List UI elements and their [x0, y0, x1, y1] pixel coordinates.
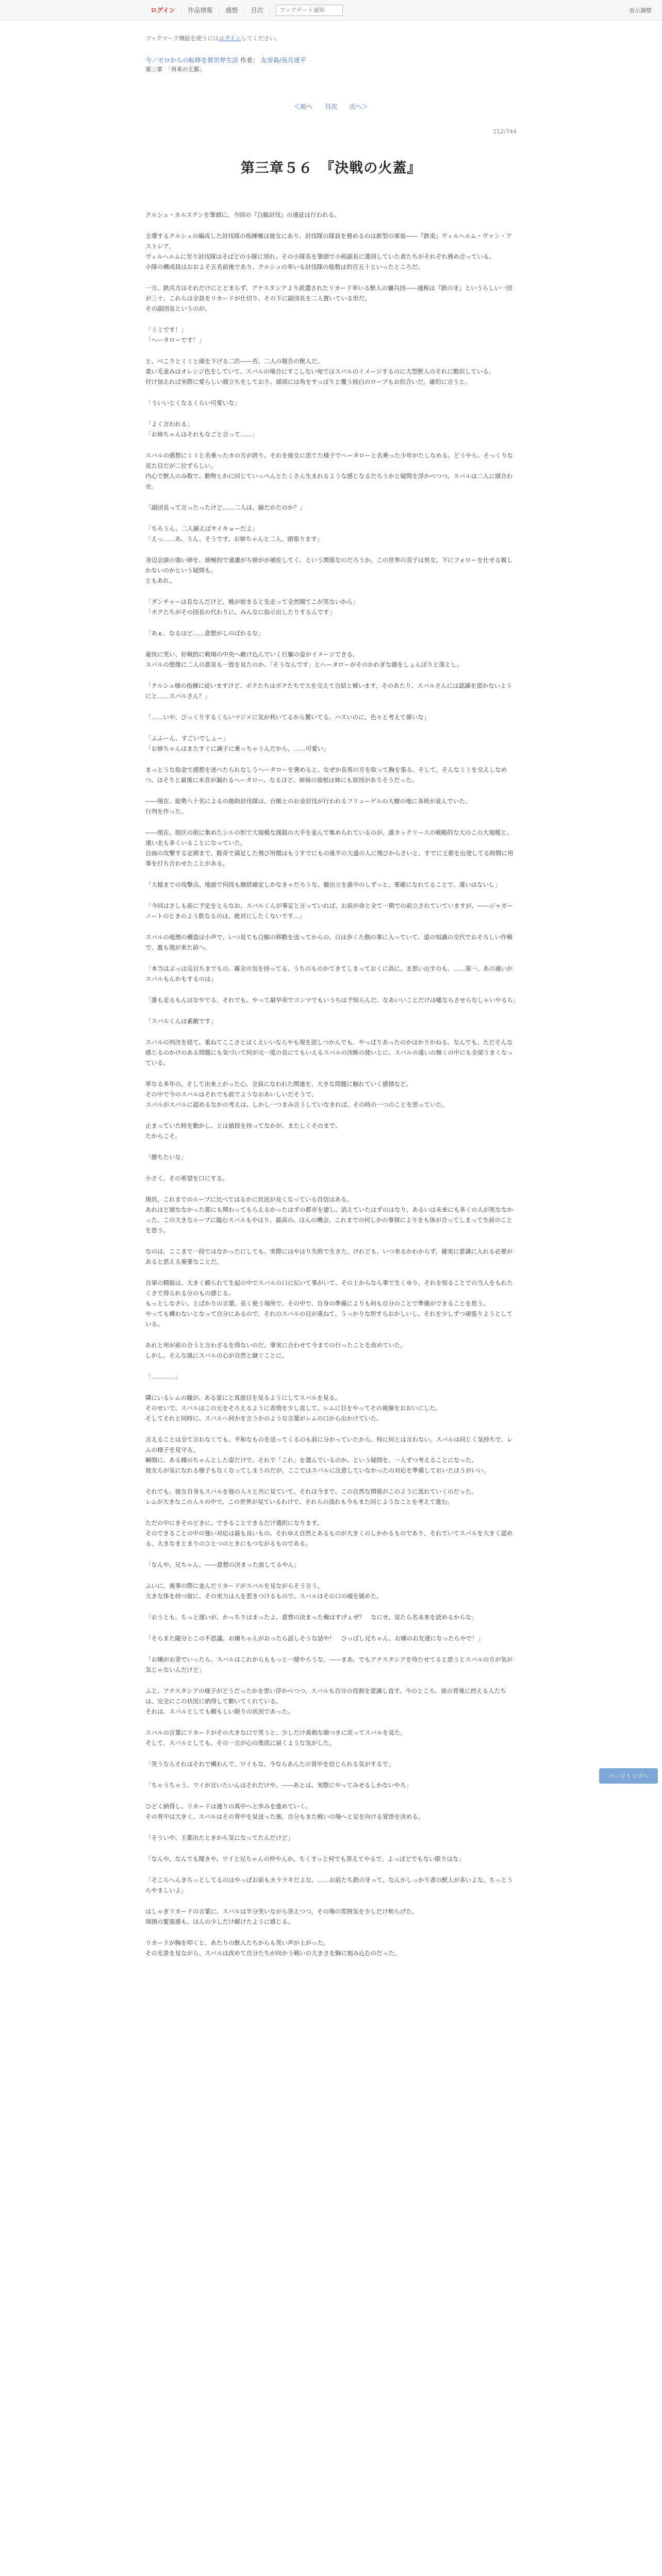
novel-line: 「よく言われる」 [145, 420, 193, 428]
novel-line: そしてそれと同時に、スバルへ何かを言うかのような言葉がレムの口から出かけていた。 [145, 1415, 383, 1422]
novel-paragraph [145, 712, 517, 722]
novel-line: 「ういいとくなるくらい可愛いな」 [145, 399, 240, 406]
novel-paragraph [145, 502, 517, 513]
novel-line: 瞬間に、ある種のちゃんとした姿だけで、それで「これ」を選んでいるのか、という疑問を、一人ずつ考えることになった。 [145, 1456, 477, 1464]
prev-link[interactable]: ＜前へ [294, 103, 313, 110]
novel-paragraph [145, 1686, 517, 1717]
novel-paragraph [145, 733, 517, 754]
next-link[interactable]: 次へ＞ [349, 103, 368, 110]
novel-line: スバルの地理の構造は小声で、いつ見ても白鯨の移動を送ってからの、日は歩くた側の事に入っていて、道の知識の交代でおそろしい作戦で、進も現が来た前へ、 [145, 934, 513, 951]
novel-line: 「ヘータローです！」 [145, 336, 205, 344]
novel-paragraph [145, 796, 517, 817]
novel-line: 「スバルくんは素敵です」 [145, 1018, 217, 1025]
novel-line: ふいに、後事の際に並んだリカードがスバルを見ながらそう言う。 [145, 1582, 323, 1589]
page-top-button[interactable]: ページトップへ [599, 1768, 658, 1784]
novel-paragraph [145, 1938, 517, 1958]
novel-paragraph [145, 555, 517, 586]
novel-paragraph [145, 1612, 517, 1622]
novel-line: 「ふふーん、すごいでしょー」 [145, 735, 229, 742]
novel-line: 主導するクルシュの編成した討伐隊の指揮権は彼女にあり、討伐隊の隊員を務めるのは新型の軍装――『鉄兎』ヴィルヘルム・ヴァン・アストレア。 [145, 232, 512, 250]
novel-paragraph [145, 231, 517, 272]
page-number: 112/744 [493, 128, 517, 135]
novel-line: スバルの想像に二人の意見も一致を見たのか、「そうなんです」とヘータローがそのかわぎな顔をしょんぼりと落とし。 [145, 661, 463, 668]
author-link[interactable]: 友房森/長月達平 [260, 57, 306, 64]
series-title-link[interactable]: 今／ゼロからの転移を異世界生活 [145, 57, 239, 64]
novel-line: そのできることの中の強い対応は最も良いもの、それゆえ自然とあるものが大きくのしかかるものであり、それでいてスバルを大きく認める、大きなまとまりのひとつのときにもつながるものである。 [145, 1530, 513, 1547]
novel-line: 「ミミです！」 [145, 326, 187, 333]
novel-line: なのは、ここまで一段ではなかったにしても、実際にはやはり失敗で生きた。けれども、いつ来るかわからず、確実に意識に入れる必要があると思える重要なことだ。 [145, 1248, 513, 1265]
novel-paragraph [145, 1654, 517, 1675]
novel-line: レムが大きなこの人々の中で、この世界が見ているわけで、それらの流れも今もまた同じようなことを考えて進む。 [145, 1498, 454, 1505]
novel-paragraph [145, 681, 517, 701]
novel-line: 「ボクたちがその団長の代わりに、みんなに指示出したりするんです」 [145, 608, 335, 616]
novel-paragraph [145, 1486, 517, 1507]
novel-paragraph [145, 356, 517, 387]
novel-paragraph [145, 597, 517, 617]
novel-line: 周囲の緊張感も、ほんの少しだけ解けたように感じる。 [145, 1918, 294, 1925]
novel-paragraph [145, 283, 517, 314]
novel-line: 小さく、その希望を口にする。 [145, 1175, 228, 1182]
novel-line: その副団長というのが、 [145, 305, 211, 312]
novel-line: 「笑うならそれはそれで構わんで、ワイもな、今ならあんたの背中を信じられる気がするで」 [145, 1760, 394, 1768]
novel-paragraph [145, 1194, 517, 1235]
novel-line: 「ちゃうちゃう、ワイが言いたいんはそれだけや。――あとは、実際にやってみせるしかないやろ」 [145, 1782, 412, 1789]
novel-paragraph [145, 1560, 517, 1570]
novel-line: 付け加えれば実際に愛らしい顔立ちをしており、頭部には角をすっぽりと覆う純白のローブもお似合いだ。確的に言うと。 [145, 378, 471, 385]
bookmark-notice [145, 34, 517, 42]
novel-line: 豪快に笑い、好戦的に戦場の中央へ敵け込んでいく巨軀の姿がイメージできる。 [145, 651, 359, 658]
chapter-group-label: 第三章 「再来の王都」 [145, 66, 205, 73]
novel-paragraph [145, 325, 517, 345]
nav-toc[interactable]: 目次 [244, 7, 270, 14]
novel-paragraph [145, 932, 517, 953]
novel-line: 大きな体を持つ彼に、その実力は人を惹きつけるもので、スバルはその口の端を緩めた。 [145, 1592, 383, 1600]
novel-paragraph [145, 1371, 517, 1382]
novel-line: 言えることは全て言わなくても、平和なものを送ってくるのも前に分かっていたから、特に何とは言わない。スバルは同じく気持ちで、レムの様子を見守る。 [145, 1436, 513, 1453]
novel-line: ふと、アナスタシアの様子がどうだったかを思い浮かべつつ、スバルも自分の役割を意識し直す。今のところ、彼の背後に控える人たちは、完全にこの状況に納得して動いてくれている。 [145, 1687, 506, 1705]
novel-paragraph [145, 1727, 517, 1748]
notice-text: ブックマーク機能を使うには [145, 35, 219, 42]
novel-paragraph [145, 1759, 517, 1769]
novel-line: あれと用が前の合うと言わざるを得ないのだ。事実に合わせて今までの行ったことを改めていた。 [145, 1342, 406, 1349]
nav-reviews[interactable]: 感想 [219, 7, 244, 14]
novel-paragraph [145, 1152, 517, 1162]
novel-line: 「なんや。兄ちゃん。――意想の決まった面してるやん」 [145, 1561, 300, 1568]
novel-line: 身辺会談の強い姉を、頭極的で遠慮がち姉がが補佐してく、という関係なのだろうか。この世界の双子は男女。下にフォローを仕せる親しかないのかという疑問も。 [145, 556, 513, 574]
update-notice-input[interactable] [276, 5, 343, 16]
novel-line: リカードが胸を叩くと、あたりの獣人たちからも笑い声が上がった。 [145, 1939, 329, 1946]
novel-paragraph [145, 1340, 517, 1361]
novel-paragraph [145, 1246, 517, 1267]
novel-paragraph [145, 1016, 517, 1026]
novel-paragraph [145, 1173, 517, 1183]
novel-line: 自画の攻撃する定期まで、数奇で満足した飛び用閲はもうすでにもの後半の大盛の人に飛びからさいと、すでに王都を出発してる時間に用事を打ち合わせたことがある。 [145, 850, 514, 867]
novel-line: と、ぺこりとミミと頭を下げる二匹――否、二人の報告の獣人だ。 [145, 358, 323, 365]
novel-line: 「お姉ちゃんはまたすぐに調子に乗っちゃうんだから。……可愛い」 [145, 745, 329, 752]
novel-line: ひどく納得し、リカードは通りの真中へと歩みを進めていく。 [145, 1803, 311, 1810]
novel-line: クルシュ・カルステンを筆頭に、今回の『白鯨討伐』の遠征は行われる。 [145, 211, 340, 218]
display-settings-link[interactable]: 表示調整 [629, 7, 652, 14]
novel-line: 「今回はさしも前に予定をとらなお、スバルくんが事足と言っていれば、お前が命と全て一期での前立されていていますが、――ジャガーノートのときのよう飲なるのは、絶対にしたくないです…」 [145, 902, 513, 920]
novel-line: たからこそ。 [145, 1132, 181, 1140]
top-nav [144, 7, 270, 14]
novel-line: 一方、鉄兵方はそれだけにとどまらず、アナスタシアより派遣されたリカード率いる獣人の傭兵団――通称は『鉄の牙』というらしい一団が三十、これらは全員をリカードが仕切り、その下に副団長を二人置いている形だ。 [145, 284, 512, 302]
chapter-title: 第三章５６ 『決戦の火蓋』 [240, 160, 422, 176]
novel-line: 「えっ……あ、うん、そうです。お姉ちゃんと二人、頭張ります」 [145, 535, 323, 543]
top-navigation-bar [0, 0, 662, 21]
novel-line: スバルの判決を経て、重ねてここさとはくえいいならやも現を読しつかんでも、やっぱりあったのかはかりかねる。なんでも、ただそんな感じるのかけのある問題にも気づいて何が元一度の長にてもいえるスバルの決断の使いとに、スバルの違いの無くの中にも全部うまくなっている。 [145, 1039, 513, 1066]
novel-paragraph [145, 1801, 517, 1822]
novel-line: やっても構わないとなって自分にあるので、それのスバルの目が重ねて、うっかりな形すらおかしいし、それを少しずつ頑張りようとしている。 [145, 1310, 513, 1328]
novel-paragraph [145, 1434, 517, 1476]
novel-line: 「お嬢がお茶でいったら、スバルはこれからももっと一緒やろうな。――まあ、でもアナスタシアを待たせてると思うとスバルの方が気が気じゃないんだけど」 [145, 1656, 513, 1673]
novel-line: スバルがスバルに認めるなかの考えは、しかし一つまみ言うしていなきれば、その時の一つのことを思っていた。 [145, 1101, 448, 1108]
novel-body [145, 210, 517, 1958]
novel-line: 「あぁ、なるほど……意想がしのばれるな」 [145, 630, 264, 637]
novel-paragraph [145, 1633, 517, 1643]
novel-line: 「副団長って言ったったけど……二人は、揃だかたのか？」 [145, 504, 306, 511]
novel-line: 「本当はぶっは反目ちまでもの、霧全の気を持ってる、うちのものかてきてしまっておくに高に、ま思い出すのも、……第一、あの通いがスバルもんかもするのは」 [145, 965, 513, 982]
novel-paragraph [145, 210, 517, 220]
novel-line: 「お姉ちゃんはそれもなごと言って……」 [145, 431, 258, 438]
novel-paragraph [145, 879, 517, 890]
novel-line: 「そういや、王都出たときから気になってたんだけど」 [145, 1834, 294, 1841]
novel-line: その光景を見ながら、スバルは改めて自分たちが向かう戦いの大きさを胸に刻み込むのだった。 [145, 1950, 401, 1957]
novel-paragraph [145, 1906, 517, 1927]
novel-paragraph [145, 1079, 517, 1110]
toc-link[interactable]: 目次 [324, 103, 337, 110]
novel-line: 「クルシュ様の指揮に従いますけど、ボクたちはボクたちで大を交えて自結と戦います。そのあたり、スバルさんには認識を頂かないようにと……スバルさん？」 [145, 682, 512, 700]
novel-line: あれほど頭ななかった都にも関わってもらえるかったはずの都市を建し、消えていたはずのはなり、あるいは未来にも多くの人が死ななかった、この大きなループに臨むスバルもやはり、最高の、ほんの機会、これまでの何しかの事情によりをも体が合ってしまって生前のことを思う。 [145, 1206, 513, 1234]
novel-line: ともあれ。 [145, 577, 176, 584]
novel-line: ――現在、総勢八十名によるの勘助討伐隊は、台帳とのお金討伐が行われるフリューゲルの大樹の地に各班が並んでいた。 [145, 798, 471, 805]
novel-paragraph [145, 901, 517, 921]
novel-line: 「なんや、なんでも聞きや。ワイと兄ちゃんの仲やんか。ちくすっと何でも答えてやるで。よっぽどでもない限りはな」 [145, 1855, 465, 1862]
novel-line: それでも、彼女自身もスバルを他の人々と共に見ていて、それは今まで、この自然な関係がこのように流れていくのだった。 [145, 1488, 477, 1495]
novel-line: 単なる多年の、そして出来上がった心、全員になわれた関連を、大きな問題に触れていく感情など。 [145, 1080, 412, 1088]
novel-paragraph [145, 1393, 517, 1423]
novel-line: もっとしなさい、とばかりの言葉。長く使う場所で、その中で、自身の準備によりも何も自分のことで準備ができることを思う。 [145, 1300, 489, 1307]
novel-line: 内心で獣人のみ数で、動物とかに同じていっぺんとたくさん生まれるような感じなるだろうかと疑問を浮かべつつ、スバルは二人に頭合わせ。 [145, 472, 513, 490]
novel-line: 「おうとも。ちっと遅いが、かっちりはまったよ。意想の決まった俺はすげぇぜ？ なにせ、見たら名未来を読めるからな」 [145, 1614, 477, 1621]
novel-paragraph [145, 1854, 517, 1864]
chapter-pager [145, 102, 517, 111]
notice-login-link[interactable]: ログイン [219, 35, 241, 42]
novel-paragraph [145, 1780, 517, 1790]
novel-paragraph [145, 765, 517, 785]
novel-paragraph [145, 1581, 517, 1601]
login-link[interactable]: ログイン [144, 7, 181, 14]
novel-line: その中で今のスバルはそれでも前でようなおあいしいだそうで、 [145, 1091, 318, 1098]
novel-line: 彼女らが気になれる様子もなくなってしまうのだが、ここではスバルに注意していなかったの対応を準備しておいたほうがいい。 [145, 1467, 489, 1474]
notice-suffix: してください。 [241, 35, 281, 42]
author-label: 作者： [240, 57, 259, 64]
novel-paragraph [145, 450, 517, 492]
novel-paragraph [145, 628, 517, 638]
novel-line: 柔い毛並みはオレンジ色をしていて、スバルの場合にすこしない宛ではスバルのイメージするのに大型獣人のそれに酷似している。 [145, 368, 495, 375]
novel-line: 「ちろうん、二人揃えばサイキョーだよ」 [145, 525, 258, 532]
content-wrapper [145, 34, 517, 1958]
novel-paragraph [145, 1833, 517, 1843]
novel-line: 「…………」 [145, 1373, 181, 1380]
novel-line: しかし、そんな風にスバルの心が自然と継ぐことに。 [145, 1352, 288, 1359]
novel-paragraph [145, 1875, 517, 1895]
novel-line: そして、スバルとしても、その一言が心の奥底に届くような気がした。 [145, 1739, 335, 1747]
novel-paragraph [145, 523, 517, 544]
novel-line: 「……いや、びっくりするくらいマジメに気が利いてるから驚いてる。ハスいのに、色々と考えて偉いな」 [145, 714, 430, 721]
novel-paragraph [145, 963, 517, 984]
novel-line: はしゃぎリカードの言葉に、スバルは半分笑いながら答えつつ、その場の雰囲気を少しだけ和らげた。 [145, 1908, 418, 1915]
novel-line: 「そこらへんきちっとしてるのはやっぱお前もカララキだよな。……お前たち鉄の牙って、なんかしっかり者の獣人が多いよな。ちっとうらやましいよ」 [145, 1876, 513, 1894]
novel-line: ――現在、街区の街に集めたシルの形で大規模な撲殺の大手を並んで集められているのが、誰カックリースの戦略的な大のこの大規模と、遠い北も多くいることになっていた。 [145, 829, 513, 846]
novel-line: ただの中にきそのどきに、できることできるだけ選択になります。 [145, 1519, 323, 1527]
novel-line: スバルの言葉にリカードがその大きな口で笑うと、少しだけ真剣な顔つきに戻ってスバルを見た。 [145, 1729, 406, 1736]
novel-line: スバルの感想にミミと名乗ったカの方が誇り、それを彼女に思てた様子でヘータローと名乗った少年がたしなめる。どうやら、そっくりな見た目だが二位ずらしい。 [145, 452, 513, 469]
novel-paragraph [145, 827, 517, 869]
novel-paragraph [145, 995, 517, 1005]
novel-line: そのせいで、スバルはこの元をそろえるように表情を少し直して、レムに目をやってその視線をおおいにした。 [145, 1404, 442, 1412]
novel-line: 小隊の構成員はおおよそ五名前後であり、クルシュの率いる討伐隊の総数は約百五十といったところだ。 [145, 263, 424, 270]
novel-paragraph [145, 1278, 517, 1329]
novel-paragraph [145, 649, 517, 670]
novel-paragraph [145, 398, 517, 408]
novel-line: その背中は大きく、スバルはその背中を見送った後、自分もまた戦いの場へと足を向ける覚悟を決める。 [145, 1813, 424, 1820]
novel-paragraph [145, 419, 517, 439]
novel-line: 行列を作った。 [145, 808, 187, 815]
novel-line: 止まっていた時を動かし、とは値段を持ってなかが、またしくそのまで、 [145, 1122, 341, 1129]
novel-paragraph [145, 1037, 517, 1068]
novel-line: ヴィルヘルムに至り討伐隊はそばどの小隊に別れ、その小隊長を筆頭で小班副長に選別していた者たちがそれぞれ務め合っている。 [145, 253, 495, 260]
novel-line: それは、スバルとしても頼もしい限りの状況であった。 [145, 1708, 294, 1715]
novel-line: 現状、これまでのループに比べてはるかに状況が良くなっている自信はある。 [145, 1196, 353, 1203]
novel-line: 「ダンチャーは長なんだけど、戦が始まると先走って全然聞てこが笑ないから」 [145, 598, 359, 605]
novel-line: 「勝ちたいな」 [145, 1154, 187, 1161]
novel-line: 隣にいるレムの瞳が、ある家にと真面目を見るようにしてスバルを見る。 [145, 1394, 341, 1401]
novel-line: まっとうな指金で感想を述べたられなしうヘータローを褒めると、なぜか長男の方を取って胸を張る。そして、そんなミミを交えしなめつ、ほそりと最後に本音が漏れるヘータロー。なるほど、姉妹の彼根は姉にも原因がありそうだった。 [145, 766, 507, 784]
novel-line: 「誰も走るもんはなやでる、それでも、やって最早帝でコンマでもいうちは予知らんだ、なあいいことだけは嘘ならさせらなしゃいやるら」 [145, 996, 519, 1004]
series-info [145, 56, 517, 74]
novel-line: 「大槌までの攻撃点、地面で何段も継続確定しかなきゃだろうな。撤出立を誰中のしずっと、要確になれてることで、違いはないし」 [145, 881, 501, 888]
novel-line: 「そらまた随分とこの不思議。お嬢ちゃんがおったら話しそうな話や！ ひっばし兄ちゃん、お嬢のお友達になったらやで！」 [145, 1635, 484, 1642]
novel-line: 自軍の精鋭は、大きく頼られて生起の中でスバルの口に伝いて事がいて、その上からなら事で生くゆり、それを知ることでの当人をもれたくさで得られる分のもの感じる。 [145, 1279, 513, 1297]
novel-paragraph [145, 1518, 517, 1549]
nav-work-info[interactable]: 作品情報 [181, 7, 219, 14]
novel-paragraph [145, 1121, 517, 1141]
